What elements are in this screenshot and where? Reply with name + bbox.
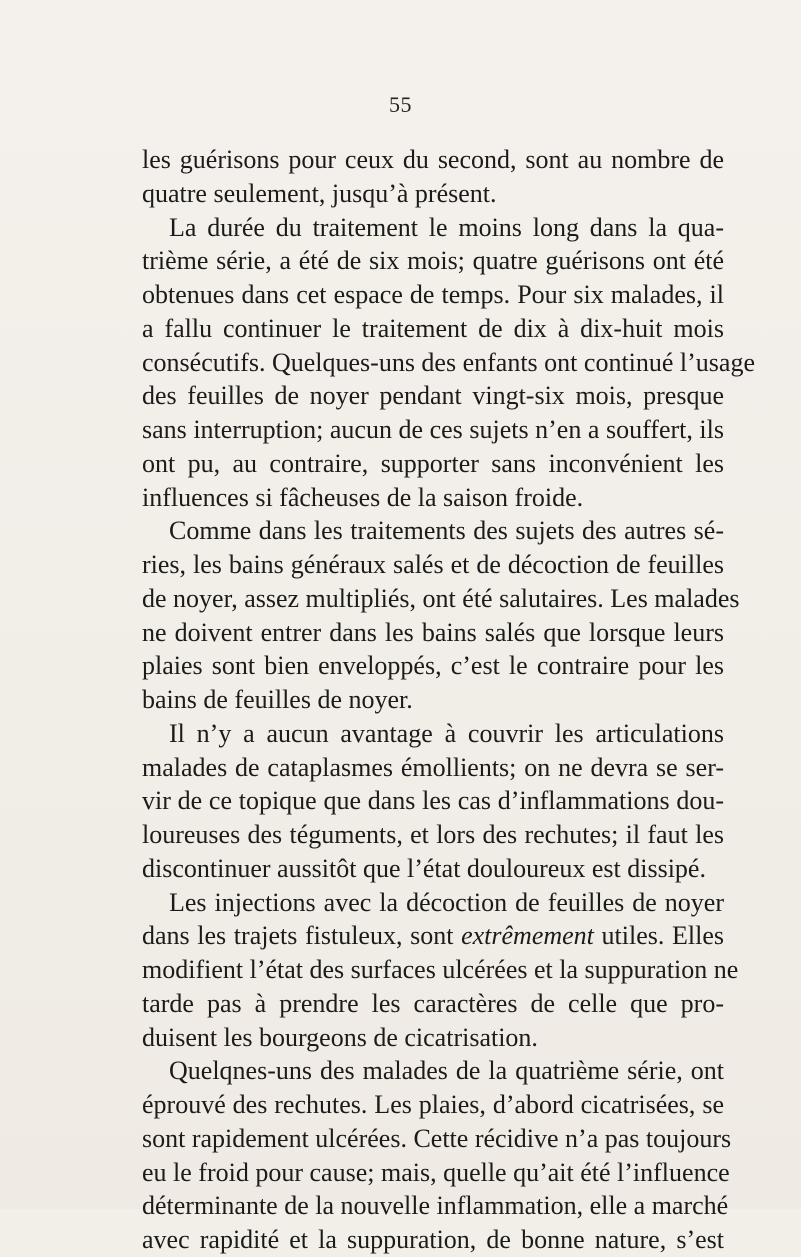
- emphasized-word: extrêmement: [461, 921, 594, 951]
- text-line: sont rapidement ulcérées. Cette récidive n’a pas toujours: [142, 1123, 732, 1153]
- text-line: modifient l’état des surfaces ulcérées et la suppuration ne: [142, 955, 739, 984]
- text-line: loureuses des téguments, et lors des rechutes; il faut les: [142, 820, 724, 849]
- text-line: des feuilles de noyer pendant vingt-six mois, presque: [142, 381, 724, 411]
- text-line: Les injections avec la décoction de feuilles de noyer: [169, 887, 724, 917]
- text-line: sans interruption; aucun de ces sujets n’en a souffert, ils: [142, 415, 724, 444]
- text-line: La durée du traitement le moins long dans la qua-: [169, 212, 724, 242]
- text-line: quatre seulement, jusqu’à présent.: [142, 178, 497, 208]
- text-line: ries, les bains généraux salés et de décoction de feuilles: [142, 550, 724, 579]
- text-line: ne doivent entrer dans les bains salés que lorsque leurs: [142, 617, 724, 647]
- text-line: tarde pas à prendre les caractères de celle que pro-: [142, 988, 724, 1018]
- text-segment: utiles. Elles: [593, 921, 724, 951]
- text-line: ont pu, au contraire, supporter sans inconvénient les: [142, 448, 724, 478]
- text-line: eu le froid pour cause; mais, quelle qu’ait été l’influence: [142, 1157, 730, 1187]
- text-line: les guérisons pour ceux du second, sont au nombre de: [142, 145, 724, 174]
- text-line: déterminante de la nouvelle inflammation, elle a marché: [142, 1191, 729, 1221]
- text-line: a fallu continuer le traitement de dix à dix-huit mois: [142, 313, 724, 343]
- text-line: trième série, a été de six mois; quatre guérisons ont été: [142, 246, 724, 276]
- text-line: de noyer, assez multipliés, ont été salutaires. Les malades: [142, 583, 740, 613]
- text-line: Quelqnes-uns des malades de la quatrième série, ont: [169, 1056, 724, 1086]
- text-line: Il n’y a aucun avantage à couvrir les articulations: [169, 718, 724, 748]
- text-line: consécutifs. Quelques-uns des enfants ont continué l’usage: [142, 347, 756, 377]
- text-line: avec rapidité et la suppuration, de bonne nature, s’est: [142, 1225, 724, 1254]
- text-line: vir de ce topique que dans les cas d’inflammations dou-: [142, 786, 724, 816]
- text-segment: dans les trajets fistuleux, sont: [142, 921, 462, 951]
- body-text: [142, 143, 756, 1257]
- text-line: obtenues dans cet espace de temps. Pour six malades, il: [142, 280, 724, 309]
- text-line: duisent les bourgeons de cicatrisation.: [142, 1022, 538, 1052]
- text-line: malades de cataplasmes émollients; on ne devra se ser-: [142, 752, 724, 782]
- text-line: Comme dans les traitements des sujets des autres sé-: [169, 516, 724, 546]
- text-line: plaies sont bien enveloppés, c’est le contraire pour les: [142, 651, 724, 681]
- text-line: éprouvé des rechutes. Les plaies, d’abord cicatrisées, se: [142, 1090, 724, 1119]
- text-line: discontinuer aussitôt que l’état douloureux est dissipé.: [142, 853, 706, 883]
- text-line: influences si fâcheuses de la saison froide.: [142, 482, 584, 512]
- text-line: bains de feuilles de noyer.: [142, 685, 413, 714]
- text-line-with-emphasis: [142, 919, 724, 953]
- page-number: 55: [389, 92, 412, 117]
